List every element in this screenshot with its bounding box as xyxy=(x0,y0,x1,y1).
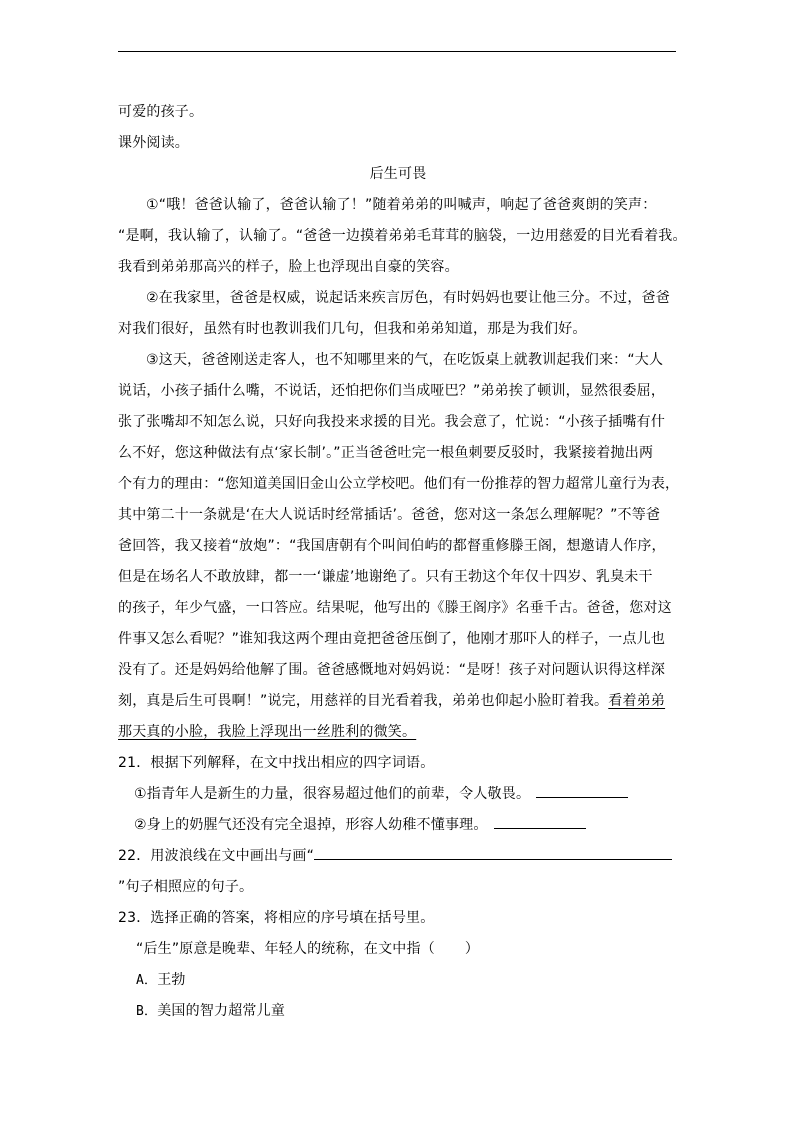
underlined-sentence-start: 看着弟弟 xyxy=(608,693,666,709)
option-letter: B． xyxy=(136,1004,158,1019)
article-line: 个有力的理由：“您知道美国旧金山公立学校吧。他们有一份推荐的智力超常儿童行为表， xyxy=(118,476,680,492)
article-line: 件事又怎么看呢？”谁知我这两个理由竟把爸爸压倒了，他刚才那吓人的样子，一点儿也 xyxy=(118,631,666,647)
article-line: 爸回答，我又接着“放炮”：“我国唐朝有个叫间伯屿的都督重修滕王阁，想邀请人作序， xyxy=(118,538,666,554)
article-line: 张了张嘴却不知怎么说，只好向我投来求援的目光。我会意了，忙说：“小孩子插嘴有什 xyxy=(118,414,666,430)
section-label: 课外阅读。 xyxy=(118,135,189,151)
question-21-item-2 xyxy=(118,810,678,841)
article-line: “是啊，我认输了，认输了。“爸爸一边摸着弟弟毛茸茸的脑袋，一边用慈爱的目光看着我。 xyxy=(118,228,687,244)
answer-blank-21-2[interactable] xyxy=(494,814,586,829)
option-text: 美国的智力超常儿童 xyxy=(157,1003,286,1019)
question-22-prompt: 22．用波浪线在文中画出与画“ xyxy=(118,848,315,864)
question-23-stem: “后生”原意是晚辈、年轻人的统称，在文中指（ xyxy=(136,941,435,957)
article-line-text: 刻，真是后生可畏啊！”说完，用慈祥的目光看着我，弟弟也仰起小脸盯着我。 xyxy=(118,693,609,709)
article-line: 么不好，您这种做法有点‘家长制’。”正当爸爸吐完一根鱼刺要反驳时，我紧接着抛出两 xyxy=(118,445,654,461)
question-23-option-b xyxy=(118,996,678,1027)
previous-paragraph-end: 可爱的孩子。 xyxy=(118,104,204,120)
question-21-item-1 xyxy=(118,779,678,810)
option-text: 王勃 xyxy=(157,972,186,988)
question-23-stem-close: ） xyxy=(464,941,480,957)
document-body xyxy=(118,97,687,1027)
article-line: 对我们很好，虽然有时也教训我们几句，但我和弟弟知道，那是为我们好。 xyxy=(118,321,587,337)
question-21-prompt: 21．根据下列解释，在文中找出相应的四字词语。 xyxy=(118,755,435,771)
article-line: ①“哦！爸爸认输了，爸爸认输了！”随着弟弟的叫喊声，响起了爸爸爽朗的笑声： xyxy=(146,197,657,213)
article-line: 但是在场名人不敢放肆，都一一‘谦虚’地谢绝了。只有王勃这个年仅十四岁、乳臭未干 xyxy=(118,569,653,585)
article-line xyxy=(118,717,678,748)
article-line: 没有了。还是妈妈给他解了围。爸爸感慨地对妈妈说：“是呀！孩子对问题认识得这样深 xyxy=(118,662,666,678)
article-line xyxy=(118,686,678,717)
question-22-prompt-line xyxy=(118,841,678,872)
article-line: 我看到弟弟那高兴的样子，脸上也浮现出自豪的笑容。 xyxy=(118,259,459,275)
question-23-stem-line xyxy=(118,934,678,965)
article-line: ③这天，爸爸刚送走客人，也不知哪里来的气，在吃饭桌上就教训起我们来：“大人 xyxy=(146,352,664,368)
question-21-item-2-text: ②身上的奶腥气还没有完全退掉，形容人幼稚不懂事理。 xyxy=(134,817,488,833)
article-title: 后生可畏 xyxy=(369,166,427,182)
option-letter: A． xyxy=(136,973,158,988)
question-21-item-1-text: ①指青年人是新生的力量，很容易超过他们的前辈，令人敬畏。 xyxy=(134,786,531,802)
underlined-sentence-end: 那天真的小脸，我脸上浮现出一丝胜利的微笑。 xyxy=(118,724,417,740)
question-23-option-a xyxy=(118,965,678,996)
question-23-prompt: 23．选择正确的答案，将相应的序号填在括号里。 xyxy=(118,910,435,926)
answer-blank-22[interactable] xyxy=(314,845,672,860)
article-line: 说话，小孩子插什么嘴，不说话，还怕把你们当成哑巴？”弟弟挨了顿训，显然很委屈， xyxy=(118,383,666,399)
article-line: 的孩子，年少气盛，一口答应。结果呢，他写出的《滕王阁序》名垂千古。爸爸，您对这 xyxy=(118,600,672,616)
question-22-continuation: ”句子相照应的句子。 xyxy=(118,879,254,895)
header-rule xyxy=(118,51,676,52)
article-line: ②在我家里，爸爸是权威，说起话来疾言厉色，有时妈妈也要让他三分。不过，爸爸 xyxy=(146,290,670,306)
article-line: 其中第二十一条就是‘在大人说话时经常插话’。爸爸，您对这一条怎么理解呢？”不等爸 xyxy=(118,507,661,523)
answer-blank-21-1[interactable] xyxy=(536,783,628,798)
